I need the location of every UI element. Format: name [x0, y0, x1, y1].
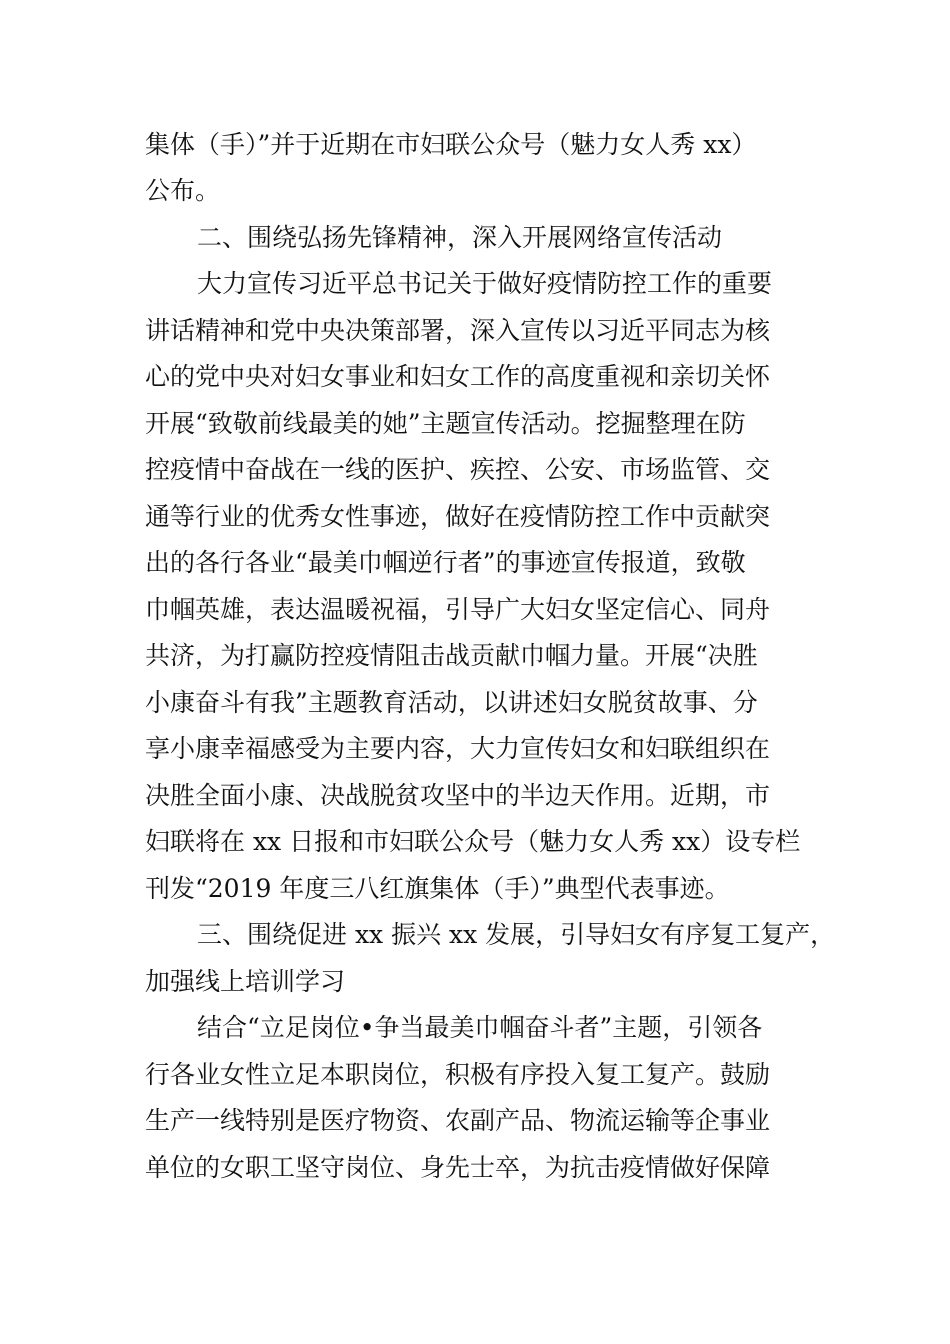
- body-text-line: 通等行业的优秀女性事迹，做好在疫情防控工作中贡献突: [145, 502, 771, 531]
- body-text-line: 巾帼英雄，表达温暖祝福，引导广大妇女坚定信心、同舟: [145, 595, 771, 624]
- body-text-line: 享小康幸福感受为主要内容，大力宣传妇女和妇联组织在: [145, 734, 771, 763]
- body-text-line: 刊发“2019 年度三八红旗集体（手）”典型代表事迹。: [145, 874, 730, 903]
- body-text-line: 妇联将在 xx 日报和市妇联公众号（魅力女人秀 xx）设专栏: [145, 827, 801, 856]
- section-heading-2: 二、围绕弘扬先锋精神，深入开展网络宣传活动: [197, 223, 723, 252]
- paragraph-first-line: 大力宣传习近平总书记关于做好疫情防控工作的重要: [197, 269, 773, 298]
- section-heading-3-continued: 加强线上培训学习: [145, 967, 346, 996]
- paragraph-first-line: 结合“立足岗位•争当最美巾帼奋斗者”主题，引领各: [197, 1013, 763, 1042]
- body-text-line: 心的党中央对妇女事业和妇女工作的高度重视和亲切关怀: [145, 362, 771, 391]
- body-text-line: 集体（手）”并于近期在市妇联公众号（魅力女人秀 xx）: [145, 130, 757, 159]
- body-text-line: 出的各行各业“最美巾帼逆行者”的事迹宣传报道，致敬: [145, 548, 746, 577]
- body-text-line: 单位的女职工坚守岗位、身先士卒，为抗击疫情做好保障: [145, 1153, 771, 1182]
- body-text-line: 讲话精神和党中央决策部署，深入宣传以习近平同志为核: [145, 316, 771, 345]
- body-text-line: 共济，为打赢防控疫情阻击战贡献巾帼力量。开展“决胜: [145, 641, 758, 670]
- body-text-line: 决胜全面小康、决战脱贫攻坚中的半边天作用。近期，市: [145, 781, 771, 810]
- body-text-line: 开展“致敬前线最美的她”主题宣传活动。挖掘整理在防: [145, 409, 746, 438]
- body-text-line: 小康奋斗有我”主题教育活动，以讲述妇女脱贫故事、分: [145, 688, 758, 717]
- body-text-line: 控疫情中奋战在一线的医护、疾控、公安、市场监管、交: [145, 455, 771, 484]
- section-heading-3: 三、围绕促进 xx 振兴 xx 发展，引导妇女有序复工复产，: [197, 920, 836, 949]
- body-text-line: 公布。: [145, 176, 221, 205]
- body-text-line: 生产一线特别是医疗物资、农副产品、物流运输等企事业: [145, 1106, 771, 1135]
- body-text-line: 行各业女性立足本职岗位，积极有序投入复工复产。鼓励: [145, 1060, 771, 1089]
